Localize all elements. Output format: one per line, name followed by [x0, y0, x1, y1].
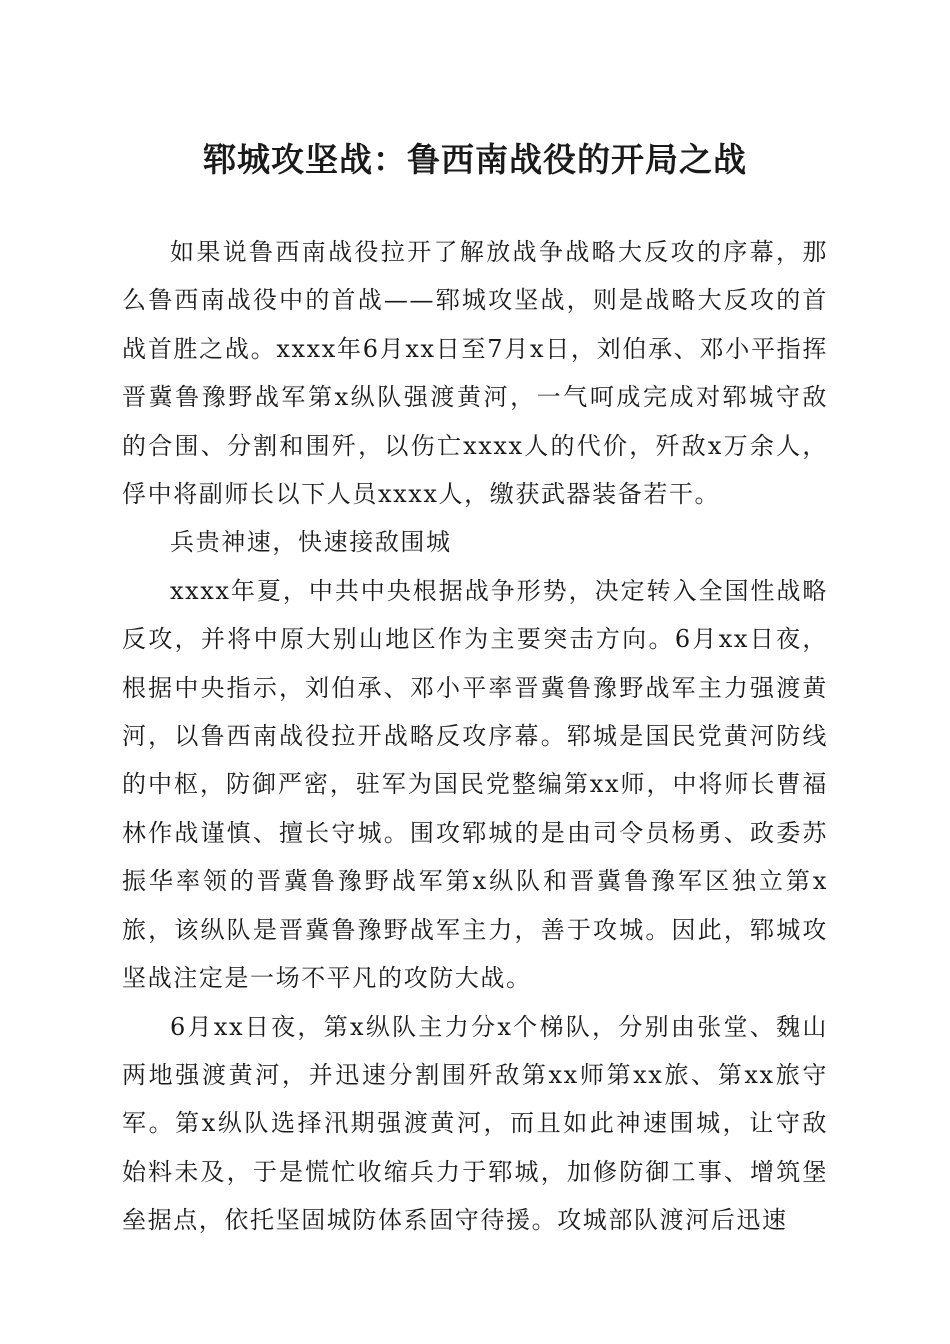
document-title: 郓城攻坚战：鲁西南战役的开局之战	[203, 140, 747, 179]
section-heading: 兵贵神速，快速接敌围城	[170, 528, 452, 557]
paragraph-background: xxxx年夏，中共中央根据战争形势，决定转入全国性战略反攻，并将中原大别山地区作为主要突击方向。6月xx日夜，根据中央指示，刘伯承、邓小平率晋冀鲁豫野战军主力强渡黄河，以鲁西南战役拉开战略反攻序幕。郓城是国民党黄河防线的中枢，防御严密，驻军为国民党整编第xx师，中将师长曹福林作战谨慎、擅长守城。围攻郓城的是由司令员杨勇、政委苏振华率领的晋冀鲁豫野战军第x纵队和晋冀鲁豫军区独立第x旅，该纵队是晋冀鲁豫野战军主力，善于攻城。因此，郓城攻坚战注定是一场不平凡的攻防大战。	[122, 576, 828, 993]
paragraph-crossing: 6月xx日夜，第x纵队主力分x个梯队，分别由张堂、魏山两地强渡黄河，并迅速分割围歼敌第xx师第xx旅、第xx旅守军。第x纵队选择汛期强渡黄河，而且如此神速围城，让守敌始料未及，于是慌忙收缩兵力于郓城，加修防御工事、增筑堡垒据点，依托坚固城防体系固守待援。攻城部队渡河后迅速	[122, 1012, 828, 1235]
paragraph-intro: 如果说鲁西南战役拉开了解放战争战略大反攻的序幕，那么鲁西南战役中的首战——郓城攻坚战，则是战略大反攻的首战首胜之战。xxxx年6月xx日至7月x日，刘伯承、邓小平指挥晋冀鲁豫野战军第x纵队强渡黄河，一气呵成完成对郓城守敌的合围、分割和围歼，以伤亡xxxx人的代价，歼敌x万余人，俘中将副师长以下人员xxxx人，缴获武器装备若干。	[122, 238, 828, 509]
document-body	[122, 228, 828, 1245]
